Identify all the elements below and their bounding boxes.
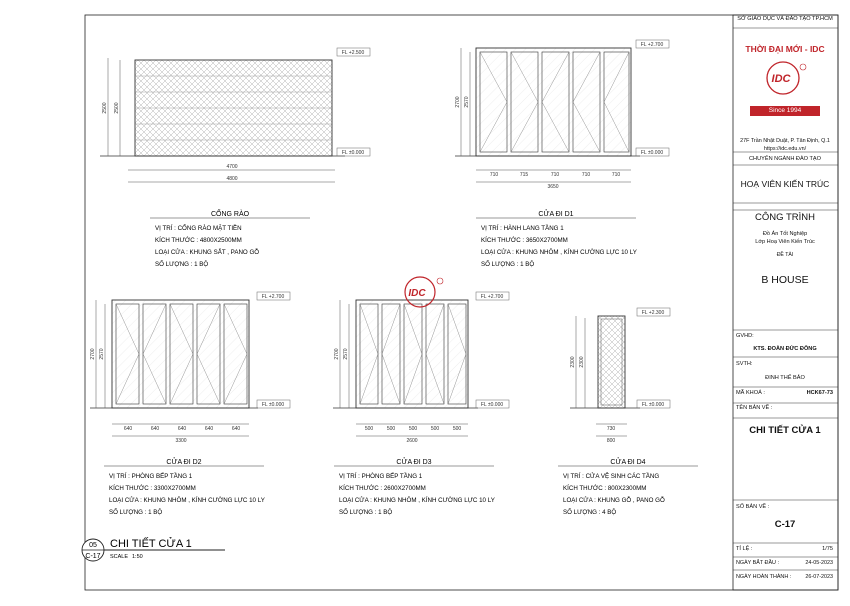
d2-width-1: 640 bbox=[123, 426, 133, 432]
d3-line-qty: SỐ LƯỢNG : 1 BỘ bbox=[339, 509, 393, 516]
d3-line-location: VỊ TRÍ : PHÒNG BẾP TẦNG 1 bbox=[339, 473, 423, 480]
d2-heading: CỬA ĐI D2 bbox=[166, 459, 202, 466]
d2-level-bottom: FL ±0.000 bbox=[261, 402, 285, 408]
end-date-label: NGÀY HOÀN THÀNH : bbox=[736, 574, 792, 580]
caption-title: CHI TIẾT CỬA 1 bbox=[110, 538, 192, 550]
d3-height-inner: 2570 bbox=[343, 348, 349, 360]
class-code-label: MÃ KHOÁ : bbox=[736, 390, 765, 396]
d1-height-outer: 2700 bbox=[455, 96, 461, 108]
sheet-no: C-17 bbox=[774, 519, 796, 530]
d1-line-qty: SỐ LƯỢNG : 1 BỘ bbox=[481, 261, 535, 268]
project-heading: CÔNG TRÌNH bbox=[755, 212, 815, 223]
d3-line-type: LOẠI CỬA : KHUNG NHÔM , KÍNH CƯỜNG LỰC 10 LY bbox=[339, 497, 495, 504]
d4-notes bbox=[558, 457, 698, 516]
end-date: 26-07-2023 bbox=[805, 574, 833, 580]
d3-line-size: KÍCH THƯỚC : 2600X2700MM bbox=[339, 485, 426, 492]
drawing-name: CHI TIẾT CỬA 1 bbox=[749, 425, 821, 436]
d1-width-5: 710 bbox=[611, 172, 621, 178]
d3-notes bbox=[334, 457, 495, 516]
svth-label: SVTH: bbox=[736, 361, 753, 367]
gate-line-qty: SỐ LƯỢNG : 1 BỘ bbox=[155, 261, 209, 268]
d3-heading: CỬA ĐI D3 bbox=[396, 459, 432, 466]
d1-width-2: 715 bbox=[519, 172, 529, 178]
d2-width-total: 3300 bbox=[175, 438, 187, 444]
sheet-no-label: SỐ BẢN VẼ : bbox=[736, 504, 770, 510]
d2-line-location: VỊ TRÍ : PHÒNG BẾP TẦNG 1 bbox=[109, 473, 193, 480]
gate-notes bbox=[150, 209, 310, 268]
d1-height-inner: 2570 bbox=[464, 96, 470, 108]
d4-height-inner: 2300 bbox=[579, 356, 585, 368]
d2-width-2: 640 bbox=[150, 426, 160, 432]
d2-line-type: LOẠI CỬA : KHUNG NHÔM , KÍNH CƯỜNG LỰC 10 LY bbox=[109, 497, 265, 504]
program-label: CHUYÊN NGÀNH ĐÀO TẠO bbox=[748, 156, 821, 162]
gate-elevation bbox=[100, 48, 370, 182]
d1-line-size: KÍCH THƯỚC : 3650X2700MM bbox=[481, 237, 568, 244]
project-line-1: Đồ Án Tốt Nghiệp bbox=[762, 231, 808, 237]
d4-line-type: LOẠI CỬA : KHUNG GỖ , PANO GỖ bbox=[563, 497, 665, 504]
d3-width-total: 2600 bbox=[406, 438, 418, 444]
gate-width-inner: 4700 bbox=[226, 164, 238, 170]
d1-width-3: 710 bbox=[550, 172, 560, 178]
d2-level-top: FL +2.700 bbox=[261, 294, 285, 300]
d4-level-top: FL +2.300 bbox=[641, 310, 665, 316]
gate-width-total: 4800 bbox=[226, 176, 238, 182]
d3-width-1: 500 bbox=[364, 426, 374, 432]
d1-line-location: VỊ TRÍ : HÀNH LANG TẦNG 1 bbox=[481, 225, 564, 232]
scale-label: TỈ LỆ : bbox=[736, 546, 753, 552]
d1-heading: CỬA ĐI D1 bbox=[538, 211, 574, 218]
d4-width-total: 800 bbox=[606, 438, 616, 444]
school-name: THỜI ĐẠI MỚI - IDC bbox=[745, 44, 825, 54]
d3-height-outer: 2700 bbox=[334, 348, 340, 360]
gate-heading: CỔNG RÀO bbox=[210, 211, 250, 218]
d3-level-bottom: FL ±0.000 bbox=[480, 402, 504, 408]
d1-line-type: LOẠI CỬA : KHUNG NHÔM , KÍNH CƯỜNG LỰC 10 LY bbox=[481, 249, 637, 256]
caption-number: 05 bbox=[89, 542, 97, 549]
gate-level-bottom: FL ±0.000 bbox=[341, 150, 365, 156]
svth-name: ĐINH THẾ BẢO bbox=[765, 375, 805, 381]
d3-width-5: 500 bbox=[452, 426, 462, 432]
title-block bbox=[733, 14, 837, 590]
start-date: 24-05-2023 bbox=[805, 560, 833, 566]
d4-width-inner: 730 bbox=[606, 426, 616, 432]
d2-width-3: 640 bbox=[177, 426, 187, 432]
gate-line-size: KÍCH THƯỚC : 4800X2500MM bbox=[155, 237, 242, 244]
d3-width-4: 500 bbox=[430, 426, 440, 432]
caption-ref: C-17 bbox=[85, 553, 101, 560]
d4-line-location: VỊ TRÍ : CỬA VỆ SINH CÁC TẦNG bbox=[563, 473, 660, 480]
gate-line-type: LOẠI CỬA : KHUNG SẮT , PANO GỖ bbox=[155, 249, 260, 256]
d1-level-bottom: FL ±0.000 bbox=[640, 150, 664, 156]
d2-line-size: KÍCH THƯỚC : 3300X2700MM bbox=[109, 485, 196, 492]
since-badge: Since 1994 bbox=[750, 106, 820, 116]
department-name: SỞ GIÁO DỤC VÀ ĐÀO TẠO TP.HCM bbox=[737, 16, 833, 22]
gate-height-outer: 2500 bbox=[102, 102, 108, 114]
gate-level-top: FL +2.500 bbox=[341, 50, 365, 56]
d1-notes bbox=[476, 209, 637, 268]
drawing-name-label: TÊN BẢN VẼ : bbox=[736, 405, 773, 411]
d3-width-2: 500 bbox=[386, 426, 396, 432]
d4-line-size: KÍCH THƯỚC : 800X2300MM bbox=[563, 485, 647, 492]
caption-scale-label: SCALE bbox=[110, 554, 129, 560]
start-date-label: NGÀY BẮT ĐẦU : bbox=[736, 560, 779, 566]
school-address: 27F Trần Nhật Duật, P. Tân Định, Q.1 bbox=[740, 138, 830, 144]
d1-width-4: 710 bbox=[581, 172, 591, 178]
d2-height-inner: 2570 bbox=[99, 348, 105, 360]
watermark-text: IDC bbox=[408, 288, 426, 299]
door-d3-elevation bbox=[333, 292, 509, 436]
course-name: HOẠ VIÊN KIẾN TRÚC bbox=[740, 179, 830, 189]
logo-text: IDC bbox=[771, 73, 791, 85]
d4-line-qty: SỐ LƯỢNG : 4 BỘ bbox=[563, 509, 617, 516]
d2-line-qty: SỐ LƯỢNG : 1 BỘ bbox=[109, 509, 163, 516]
d4-height-outer: 2300 bbox=[570, 356, 576, 368]
topic-label: ĐỀ TÀI bbox=[776, 252, 794, 258]
d3-width-3: 500 bbox=[408, 426, 418, 432]
d2-notes bbox=[104, 457, 265, 516]
door-d2-elevation bbox=[90, 292, 290, 436]
d2-width-4: 640 bbox=[204, 426, 214, 432]
gvhd-name: KTS. ĐOÀN ĐỨC ĐÔNG bbox=[753, 346, 817, 352]
d4-heading: CỬA ĐI D4 bbox=[610, 459, 646, 466]
gate-line-location: VỊ TRÍ : CỔNG RÀO MẶT TIỀN bbox=[155, 225, 242, 232]
caption-scale: 1:50 bbox=[132, 554, 143, 560]
d3-level-top: FL +2.700 bbox=[480, 294, 504, 300]
school-logo bbox=[733, 59, 837, 97]
d4-level-bottom: FL ±0.000 bbox=[641, 402, 665, 408]
door-d1-elevation bbox=[455, 40, 669, 182]
gate-height-inner: 2500 bbox=[114, 102, 120, 114]
d1-width-1: 710 bbox=[489, 172, 499, 178]
project-line-2: Lớp Hoạ Viên Kiến Trúc bbox=[755, 239, 815, 245]
sheet-caption bbox=[82, 537, 225, 561]
scale-value: 1/75 bbox=[822, 546, 833, 552]
door-d4-elevation bbox=[570, 308, 670, 436]
gvhd-label: GVHD: bbox=[736, 333, 754, 339]
topic-title: B HOUSE bbox=[761, 274, 809, 286]
d2-height-outer: 2700 bbox=[90, 348, 96, 360]
school-website: https://idc.edu.vn/ bbox=[763, 146, 807, 152]
d1-width-total: 3650 bbox=[547, 184, 559, 190]
d1-level-top: FL +2.700 bbox=[640, 42, 664, 48]
d2-width-5: 640 bbox=[231, 426, 241, 432]
class-code: HCK67-73 bbox=[806, 390, 833, 396]
